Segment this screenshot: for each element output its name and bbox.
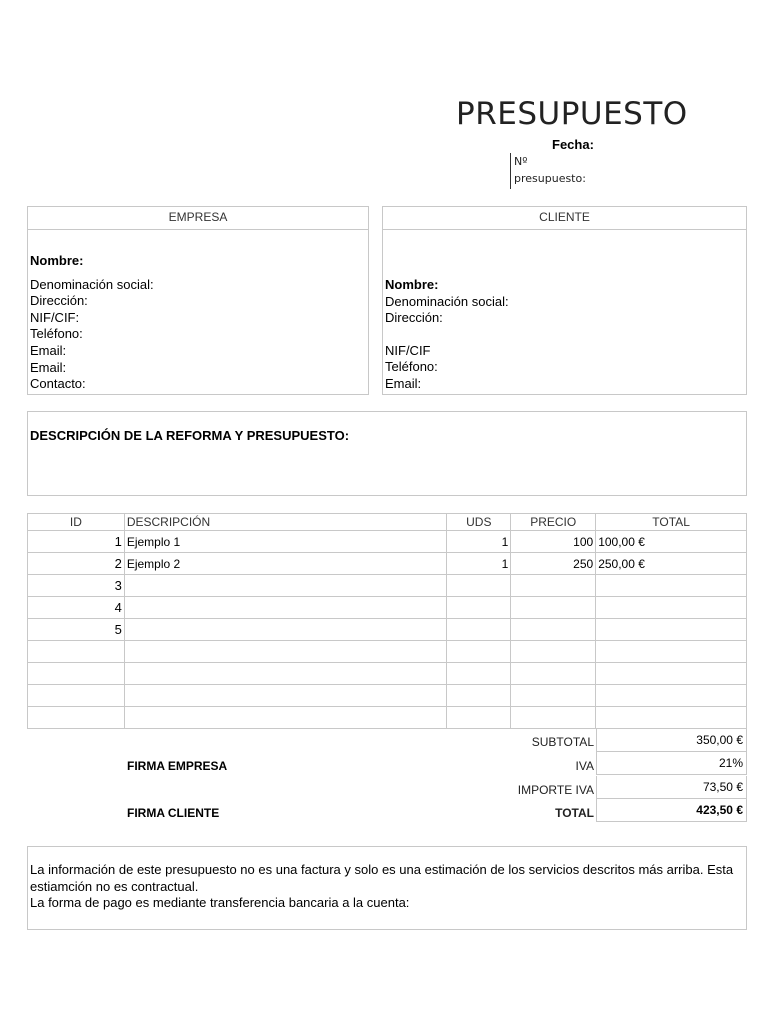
cell-total bbox=[596, 663, 747, 685]
importe-iva-value: 73,50 € bbox=[596, 776, 747, 799]
cell-descripcion bbox=[124, 663, 447, 685]
table-row bbox=[28, 685, 747, 707]
empresa-field: Email: bbox=[30, 342, 67, 358]
empresa-field: Teléfono: bbox=[30, 326, 83, 342]
table-row bbox=[28, 707, 747, 729]
items-table bbox=[27, 513, 747, 729]
cell-uds bbox=[447, 707, 511, 729]
total-value: 423,50 € bbox=[596, 799, 747, 822]
descripcion-title: DESCRIPCIÓN DE LA REFORMA Y PRESUPUESTO: bbox=[30, 428, 350, 443]
cell-total: 250,00 € bbox=[596, 553, 747, 575]
cliente-heading: CLIENTE bbox=[383, 207, 746, 230]
cell-id bbox=[28, 641, 125, 663]
cell-descripcion: Ejemplo 2 bbox=[124, 553, 447, 575]
empresa-field: Contacto: bbox=[30, 376, 86, 392]
cell-id: 2 bbox=[28, 553, 125, 575]
cell-descripcion bbox=[124, 575, 447, 597]
cell-uds bbox=[447, 641, 511, 663]
empresa-field: NIF/CIF: bbox=[30, 309, 80, 325]
descripcion-box bbox=[27, 411, 747, 496]
empresa-fields bbox=[30, 253, 154, 393]
table-row bbox=[28, 553, 747, 575]
cell-total: 100,00 € bbox=[596, 531, 747, 553]
cell-id bbox=[28, 663, 125, 685]
col-header-id: ID bbox=[28, 514, 125, 531]
importe-iva-label: IMPORTE IVA bbox=[517, 783, 594, 797]
cell-precio bbox=[511, 575, 596, 597]
cliente-box bbox=[382, 206, 747, 395]
numero-label-line2: presupuesto: bbox=[514, 172, 586, 185]
cell-id: 1 bbox=[28, 531, 125, 553]
empresa-field: Dirección: bbox=[30, 293, 88, 309]
cell-descripcion bbox=[124, 685, 447, 707]
cliente-field: Email: bbox=[385, 375, 422, 391]
total-label: TOTAL bbox=[555, 806, 594, 820]
col-header-precio: PRECIO bbox=[511, 514, 596, 531]
cell-precio bbox=[511, 685, 596, 707]
table-header-row bbox=[28, 514, 747, 531]
empresa-heading: EMPRESA bbox=[28, 207, 368, 230]
cell-uds: 1 bbox=[447, 553, 511, 575]
table-row bbox=[28, 663, 747, 685]
cell-id: 5 bbox=[28, 619, 125, 641]
table-row bbox=[28, 575, 747, 597]
cliente-field: NIF/CIF bbox=[385, 342, 431, 358]
cell-total bbox=[596, 707, 747, 729]
cliente-field bbox=[385, 327, 509, 343]
cell-precio bbox=[511, 597, 596, 619]
cell-precio bbox=[511, 619, 596, 641]
cell-precio bbox=[511, 663, 596, 685]
table-row bbox=[28, 597, 747, 619]
cell-precio bbox=[511, 707, 596, 729]
subtotal-value: 350,00 € bbox=[596, 729, 747, 752]
iva-value: 21% bbox=[596, 752, 747, 775]
cell-id: 3 bbox=[28, 575, 125, 597]
empresa-box bbox=[27, 206, 369, 395]
table-row bbox=[28, 531, 747, 553]
cell-uds bbox=[447, 597, 511, 619]
subtotal-label: SUBTOTAL bbox=[531, 735, 594, 749]
cell-total bbox=[596, 575, 747, 597]
fecha-label: Fecha: bbox=[552, 137, 594, 152]
nota-text bbox=[30, 862, 742, 912]
empresa-field: Denominación social: bbox=[30, 276, 154, 292]
table-row bbox=[28, 619, 747, 641]
document-title: PRESUPUESTO bbox=[456, 96, 688, 132]
empresa-field: Email: bbox=[30, 359, 67, 375]
cell-precio bbox=[511, 641, 596, 663]
cell-uds: 1 bbox=[447, 531, 511, 553]
firma-cliente-label: FIRMA CLIENTE bbox=[127, 806, 220, 820]
cell-total bbox=[596, 619, 747, 641]
cliente-field: Denominación social: bbox=[385, 293, 509, 309]
col-header-total: TOTAL bbox=[596, 514, 747, 531]
cell-precio: 100 bbox=[511, 531, 596, 553]
cell-uds bbox=[447, 619, 511, 641]
cell-descripcion bbox=[124, 707, 447, 729]
cell-descripcion: Ejemplo 1 bbox=[124, 531, 447, 553]
numero-presupuesto bbox=[510, 153, 586, 189]
cell-total bbox=[596, 641, 747, 663]
iva-label: IVA bbox=[575, 759, 594, 773]
cell-id bbox=[28, 685, 125, 707]
cliente-field: Dirección: bbox=[385, 310, 443, 326]
firma-empresa-label: FIRMA EMPRESA bbox=[127, 759, 228, 773]
table-row bbox=[28, 641, 747, 663]
cell-descripcion bbox=[124, 619, 447, 641]
cliente-nombre-label: Nombre: bbox=[385, 277, 439, 292]
cell-uds bbox=[447, 575, 511, 597]
cliente-field: Teléfono: bbox=[385, 359, 438, 375]
cell-id bbox=[28, 707, 125, 729]
cell-uds bbox=[447, 663, 511, 685]
nota-line-2: La forma de pago es mediante transferencia bancaria a la cuenta: bbox=[30, 895, 410, 910]
cell-uds bbox=[447, 685, 511, 707]
nota-line-1: La información de este presupuesto no es una factura y solo es una estimación de los servicios descritos más arriba. Esta estiamción no es contractual. bbox=[30, 862, 734, 894]
cell-total bbox=[596, 597, 747, 619]
numero-label-line1: Nº bbox=[514, 155, 528, 168]
cell-id: 4 bbox=[28, 597, 125, 619]
cliente-fields bbox=[385, 277, 509, 393]
cell-descripcion bbox=[124, 641, 447, 663]
empresa-nombre-label: Nombre: bbox=[30, 253, 84, 268]
col-header-uds: UDS bbox=[447, 514, 511, 531]
col-header-descripcion: DESCRIPCIÓN bbox=[124, 514, 447, 531]
cell-descripcion bbox=[124, 597, 447, 619]
cell-precio: 250 bbox=[511, 553, 596, 575]
cell-total bbox=[596, 685, 747, 707]
